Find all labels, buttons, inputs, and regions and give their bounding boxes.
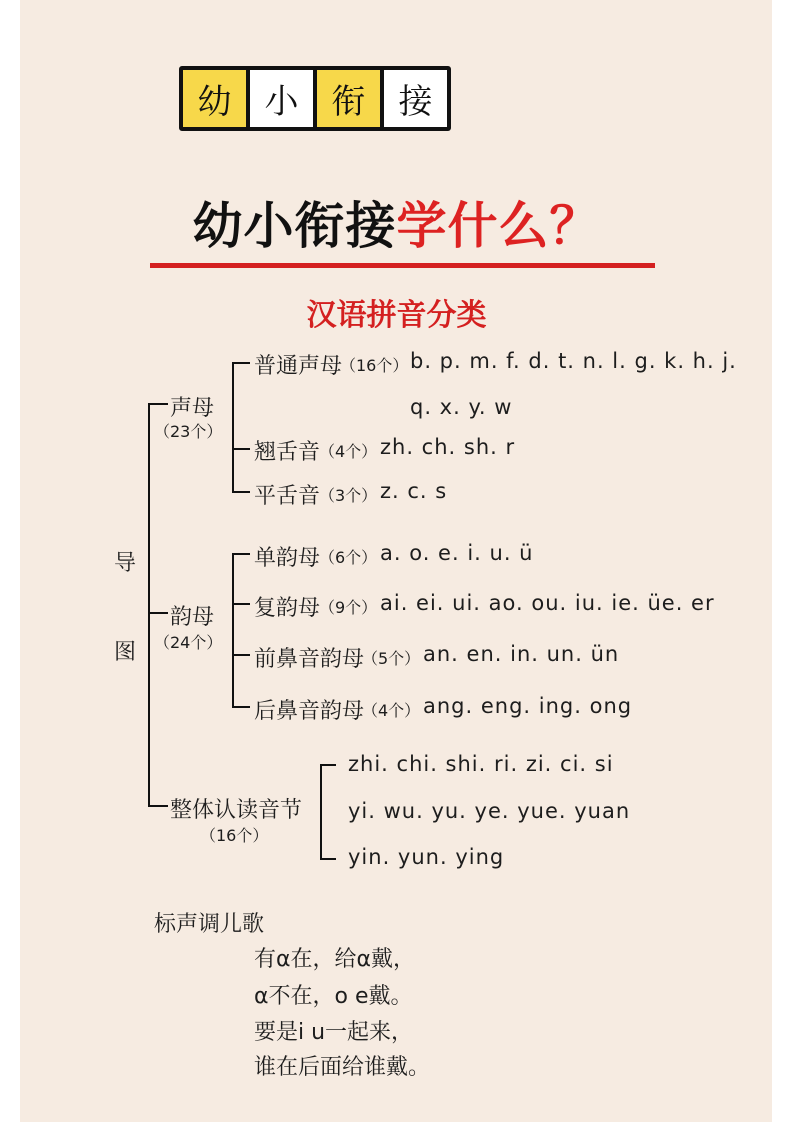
title-red-part: 学什么？ xyxy=(396,197,601,255)
zhengti-bracket xyxy=(320,764,322,860)
yunmu-item-3-label: 前鼻音韵母 xyxy=(254,647,365,672)
zhengti-row-3: yin. yun. ying xyxy=(348,845,505,869)
song-line-4: 谁在后面给谁戴。 xyxy=(254,1055,431,1080)
badge-char-2: 小 xyxy=(250,70,313,127)
shengmu-item-3-label: 平舌音 xyxy=(254,484,321,509)
yunmu-item-2-letters: ai. ei. ui. ao. ou. iu. ie. üe. er xyxy=(380,591,715,615)
yunmu-item-4-count: （4个） xyxy=(362,701,421,720)
yunmu-item-3-count: （5个） xyxy=(362,649,421,668)
shengmu-tick-1 xyxy=(232,362,250,364)
tree-branch-zhengti xyxy=(148,805,168,807)
shengmu-tick-2 xyxy=(232,448,250,450)
yunmu-item-1-label: 单韵母 xyxy=(254,546,321,571)
shengmu-item-1-letters: b. p. m. f. d. t. n. l. g. k. h. j. xyxy=(410,349,737,373)
zhengti-label: 整体认读音节 xyxy=(170,798,303,823)
song-line-2: α不在，o e戴。 xyxy=(254,984,413,1009)
yunmu-item-2-label: 复韵母 xyxy=(254,596,321,621)
yunmu-item-1-count: （6个） xyxy=(319,548,378,567)
shengmu-count: （23个） xyxy=(154,422,223,441)
header-badge xyxy=(179,66,451,131)
yunmu-bracket xyxy=(232,553,234,708)
tree-branch-yunmu xyxy=(148,612,168,614)
shengmu-bracket xyxy=(232,362,234,492)
shengmu-item-1-label: 普通声母 xyxy=(254,354,343,379)
shengmu-item-3-letters: z. c. s xyxy=(380,479,448,503)
root-label-top: 导 xyxy=(114,551,137,576)
shengmu-item-2-letters: zh. ch. sh. r xyxy=(380,435,516,459)
yunmu-tick-2 xyxy=(232,603,250,605)
zhengti-tick-1 xyxy=(320,764,336,766)
tree-branch-shengmu xyxy=(148,403,168,405)
yunmu-tick-4 xyxy=(232,706,250,708)
title-black-part: 幼小衔接 xyxy=(192,197,397,255)
shengmu-item-1-count: （16个） xyxy=(340,356,409,375)
root-label-bottom: 图 xyxy=(114,640,137,665)
badge-char-4: 接 xyxy=(384,70,447,127)
yunmu-count: （24个） xyxy=(154,633,223,652)
tree-root-line xyxy=(148,403,150,807)
yunmu-item-4-letters: ang. eng. ing. ong xyxy=(423,694,633,718)
yunmu-tick-3 xyxy=(232,654,250,656)
shengmu-item-1-letters-cont: q. x. y. w xyxy=(410,395,513,419)
shengmu-tick-3 xyxy=(232,491,250,493)
shengmu-item-3-count: （3个） xyxy=(319,486,378,505)
shengmu-item-2-label: 翘舌音 xyxy=(254,440,321,465)
yunmu-label: 韵母 xyxy=(170,605,215,630)
yunmu-item-4-label: 后鼻音韵母 xyxy=(254,699,365,724)
yunmu-item-2-count: （9个） xyxy=(319,598,378,617)
shengmu-label: 声母 xyxy=(170,396,215,421)
song-line-3: 要是i u一起来， xyxy=(254,1020,414,1045)
title-divider xyxy=(150,263,655,268)
zhengti-count: （16个） xyxy=(200,826,269,845)
song-title: 标声调儿歌 xyxy=(154,912,265,937)
zhengti-row-2: yi. wu. yu. ye. yue. yuan xyxy=(348,799,631,823)
zhengti-row-1: zhi. chi. shi. ri. zi. ci. si xyxy=(348,752,614,776)
section-subtitle: 汉语拼音分类 xyxy=(306,298,487,333)
page-title xyxy=(0,186,793,258)
shengmu-item-2-count: （4个） xyxy=(319,442,378,461)
yunmu-item-3-letters: an. en. in. un. ün xyxy=(423,642,620,666)
yunmu-item-1-letters: a. o. e. i. u. ü xyxy=(380,541,534,565)
badge-char-1: 幼 xyxy=(183,70,246,127)
badge-char-3: 衔 xyxy=(317,70,380,127)
yunmu-tick-1 xyxy=(232,553,250,555)
song-line-1: 有α在，给α戴， xyxy=(254,947,416,972)
zhengti-tick-3 xyxy=(320,858,336,860)
